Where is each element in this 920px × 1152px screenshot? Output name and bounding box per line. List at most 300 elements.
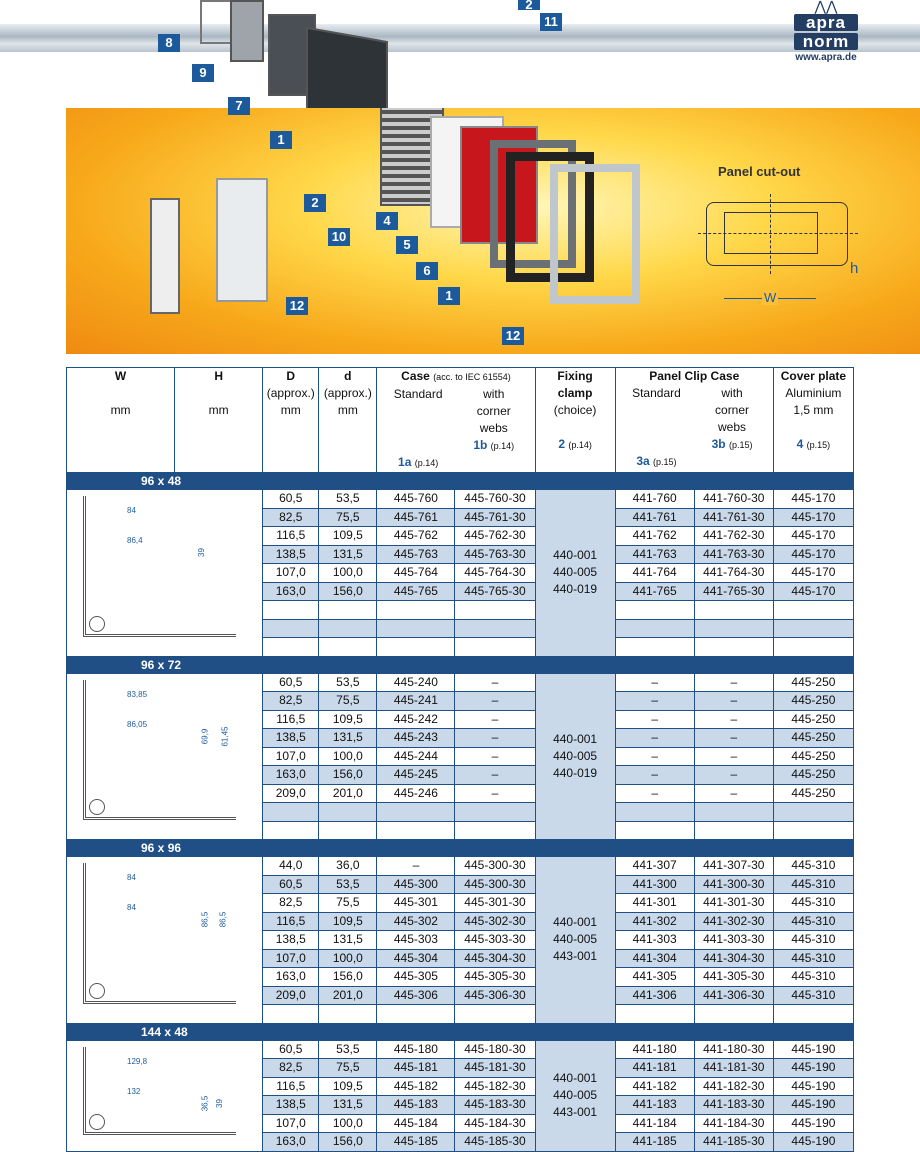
cell-clip-standard: 441-763 <box>615 545 694 564</box>
cell-clip-corner <box>694 601 773 620</box>
callout-1b: 1 <box>438 287 460 305</box>
cell-clip-corner: 441-182-30 <box>694 1077 773 1096</box>
cell-cover-plate: 445-190 <box>773 1133 853 1152</box>
table-header <box>67 368 854 473</box>
cell-case-standard: 445-241 <box>377 692 455 711</box>
dimension-label: 69,9 <box>200 728 210 744</box>
cell-D: 60,5 <box>263 1040 319 1059</box>
cell-case-corner: – <box>455 710 535 729</box>
cell-cover-plate: 445-310 <box>773 986 853 1005</box>
cell-clip-corner <box>694 619 773 638</box>
cell-d: 100,0 <box>319 747 377 766</box>
col-clamp: Fixing clamp (choice) 2 (p.14) <box>535 368 615 473</box>
cell-clip-corner: 441-763-30 <box>694 545 773 564</box>
cell-clip-corner: 441-764-30 <box>694 564 773 583</box>
callout-12a: 12 <box>286 297 308 315</box>
panel-cutout-title: Panel cut-out <box>718 164 801 179</box>
cell-case-standard: – <box>377 857 455 876</box>
corner-screw-icon <box>89 1114 105 1130</box>
cell-case-corner <box>455 601 535 620</box>
cell-case-corner: 445-181-30 <box>455 1059 535 1078</box>
cell-clip-standard: 441-300 <box>615 875 694 894</box>
cell-d: 109,5 <box>319 710 377 729</box>
cell-case-corner: 445-304-30 <box>455 949 535 968</box>
cell-d: 109,5 <box>319 1077 377 1096</box>
cell-cover-plate: 445-310 <box>773 968 853 987</box>
cell-d: 109,5 <box>319 912 377 931</box>
plate-9 <box>230 0 264 62</box>
cell-D: 82,5 <box>263 692 319 711</box>
cell-cover-plate: 445-190 <box>773 1077 853 1096</box>
section-title: 96 x 48 <box>67 473 854 490</box>
cell-D: 107,0 <box>263 949 319 968</box>
drawing-box <box>67 490 262 648</box>
dimension-label: 84 <box>127 873 136 882</box>
cell-D: 163,0 <box>263 582 319 601</box>
cell-clip-corner <box>694 803 773 822</box>
cell-case-standard <box>377 619 455 638</box>
cell-case-corner: – <box>455 692 535 711</box>
section-title: 96 x 72 <box>67 656 854 673</box>
cell-D <box>263 821 319 840</box>
dimension-drawing <box>67 490 263 657</box>
callout-10: 10 <box>328 228 350 246</box>
cell-cover-plate: 445-310 <box>773 857 853 876</box>
cell-clip-standard <box>615 638 694 657</box>
cell-clip-corner: 441-765-30 <box>694 582 773 601</box>
cell-d: 53,5 <box>319 1040 377 1059</box>
cell-case-corner: – <box>455 747 535 766</box>
cell-case-standard: 445-303 <box>377 931 455 950</box>
cell-cover-plate: 445-190 <box>773 1114 853 1133</box>
dimension-label: 61,45 <box>220 725 230 747</box>
cell-case-corner: 445-182-30 <box>455 1077 535 1096</box>
cell-d: 201,0 <box>319 784 377 803</box>
col-d: d (approx.) mm <box>319 368 377 473</box>
dimension-drawing <box>67 857 263 1024</box>
cell-case-standard: 445-246 <box>377 784 455 803</box>
cell-case-corner: 445-765-30 <box>455 582 535 601</box>
drawing-frame <box>83 1047 236 1135</box>
logo-top: apra <box>794 14 858 31</box>
section-header <box>67 656 854 673</box>
cell-d <box>319 638 377 657</box>
cell-cover-plate: 445-170 <box>773 490 853 509</box>
cell-case-standard <box>377 821 455 840</box>
cell-case-corner: 445-300-30 <box>455 875 535 894</box>
cell-clip-standard: – <box>615 673 694 692</box>
cell-case-corner: – <box>455 673 535 692</box>
cell-D: 44,0 <box>263 857 319 876</box>
clamp-cell: 440-001 440-005 443-001 <box>535 1040 615 1151</box>
col-w: W mm <box>67 368 175 473</box>
dimension-label: 36,5 <box>200 1095 210 1111</box>
callout-6: 6 <box>416 262 438 280</box>
cell-cover-plate: 445-310 <box>773 931 853 950</box>
cell-clip-standard: – <box>615 766 694 785</box>
cell-case-standard: 445-181 <box>377 1059 455 1078</box>
cell-cover-plate: 445-250 <box>773 692 853 711</box>
cell-case-corner: 445-760-30 <box>455 490 535 509</box>
cell-clip-corner: 441-304-30 <box>694 949 773 968</box>
corner-screw-icon <box>89 983 105 999</box>
cell-clip-corner: 441-307-30 <box>694 857 773 876</box>
cell-d: 156,0 <box>319 968 377 987</box>
cell-clip-corner: 441-302-30 <box>694 912 773 931</box>
cell-D <box>263 619 319 638</box>
cell-case-corner <box>455 619 535 638</box>
cell-clip-standard: 441-302 <box>615 912 694 931</box>
cell-case-standard: 445-242 <box>377 710 455 729</box>
dimension-label: 86,4 <box>127 536 143 545</box>
cell-clip-standard: 441-306 <box>615 986 694 1005</box>
cell-clip-corner: 441-761-30 <box>694 508 773 527</box>
cell-D: 60,5 <box>263 875 319 894</box>
clamp-cell: 440-001 440-005 443-001 <box>535 857 615 1024</box>
cell-D: 209,0 <box>263 986 319 1005</box>
cell-d: 156,0 <box>319 1133 377 1152</box>
cell-cover-plate: 445-310 <box>773 912 853 931</box>
cell-case-corner <box>455 1005 535 1024</box>
callout-4: 4 <box>376 212 398 230</box>
cell-d: 75,5 <box>319 1059 377 1078</box>
cell-D: 60,5 <box>263 673 319 692</box>
cell-case-corner: – <box>455 766 535 785</box>
cell-case-corner: 445-302-30 <box>455 912 535 931</box>
cell-case-standard: 445-301 <box>377 894 455 913</box>
col-case: Case (acc. to IEC 61554) Standard 1a (p.14) with corner webs 1b (p.14) <box>377 368 535 473</box>
cell-D: 116,5 <box>263 1077 319 1096</box>
drawing-frame <box>83 680 236 821</box>
cell-case-standard: 445-762 <box>377 527 455 546</box>
cell-clip-standard: 441-760 <box>615 490 694 509</box>
cell-clip-standard: 441-305 <box>615 968 694 987</box>
cell-case-standard: 445-184 <box>377 1114 455 1133</box>
dimension-label: 39 <box>214 1098 224 1108</box>
cell-cover-plate: 445-190 <box>773 1040 853 1059</box>
cell-d: 100,0 <box>319 1114 377 1133</box>
cell-d: 53,5 <box>319 875 377 894</box>
cell-clip-standard: 441-303 <box>615 931 694 950</box>
cell-cover-plate: 445-190 <box>773 1096 853 1115</box>
cell-case-standard: 445-183 <box>377 1096 455 1115</box>
cell-case-corner: 445-761-30 <box>455 508 535 527</box>
dimension-label: 84 <box>127 506 136 515</box>
cell-clip-standard <box>615 601 694 620</box>
cell-case-corner: 445-763-30 <box>455 545 535 564</box>
cell-clip-corner <box>694 821 773 840</box>
cell-case-corner: – <box>455 729 535 748</box>
cell-case-standard: 445-765 <box>377 582 455 601</box>
cell-case-standard: 445-304 <box>377 949 455 968</box>
hinged-door <box>216 178 268 302</box>
cell-clip-standard: 441-307 <box>615 857 694 876</box>
cell-D: 116,5 <box>263 527 319 546</box>
cell-D: 163,0 <box>263 1133 319 1152</box>
table-row <box>67 673 854 692</box>
cell-case-corner <box>455 638 535 657</box>
cell-clip-corner: 441-185-30 <box>694 1133 773 1152</box>
corner-screw-icon <box>89 799 105 815</box>
col-D: D (approx.) mm <box>263 368 319 473</box>
cell-D: 107,0 <box>263 747 319 766</box>
cell-clip-standard: 441-183 <box>615 1096 694 1115</box>
cell-cover-plate: 445-170 <box>773 545 853 564</box>
drawing-frame <box>83 863 236 1004</box>
table-row <box>67 490 854 509</box>
cell-case-corner: – <box>455 784 535 803</box>
cell-case-standard: 445-185 <box>377 1133 455 1152</box>
cell-clip-standard: 441-301 <box>615 894 694 913</box>
cell-case-corner: 445-764-30 <box>455 564 535 583</box>
cell-clip-standard: 441-180 <box>615 1040 694 1059</box>
cell-clip-corner: – <box>694 673 773 692</box>
cell-clip-corner: 441-300-30 <box>694 875 773 894</box>
product-table <box>66 367 854 1152</box>
cell-d: 75,5 <box>319 692 377 711</box>
table-row <box>67 1040 854 1059</box>
dimension-label: 129,8 <box>127 1056 148 1066</box>
cell-clip-standard: 441-764 <box>615 564 694 583</box>
cell-cover-plate <box>773 821 853 840</box>
section-title: 96 x 96 <box>67 840 854 857</box>
website-url: www.apra.de <box>795 52 857 63</box>
dimension-drawing <box>67 673 263 840</box>
table-body <box>67 473 854 1152</box>
corner-screw-icon <box>89 616 105 632</box>
cell-cover-plate: 445-170 <box>773 508 853 527</box>
cell-D <box>263 1005 319 1024</box>
lock-door <box>150 198 180 314</box>
cell-clip-corner: 441-181-30 <box>694 1059 773 1078</box>
cell-d: 53,5 <box>319 673 377 692</box>
cell-case-corner: 445-305-30 <box>455 968 535 987</box>
cell-case-standard: 445-244 <box>377 747 455 766</box>
col-clip: Panel Clip Case Standard 3a (p.15) with corner webs 3b (p.15) <box>615 368 773 473</box>
cell-cover-plate: 445-250 <box>773 766 853 785</box>
cell-cover-plate: 445-190 <box>773 1059 853 1078</box>
cell-case-standard: 445-763 <box>377 545 455 564</box>
cell-case-corner: 445-300-30 <box>455 857 535 876</box>
cell-clip-standard: – <box>615 784 694 803</box>
cell-clip-standard: 441-762 <box>615 527 694 546</box>
cell-clip-corner: 441-184-30 <box>694 1114 773 1133</box>
cell-clip-corner: 441-305-30 <box>694 968 773 987</box>
cell-clip-standard <box>615 821 694 840</box>
cell-clip-corner: 441-183-30 <box>694 1096 773 1115</box>
section-header <box>67 1023 854 1040</box>
cell-cover-plate: 445-170 <box>773 582 853 601</box>
cell-D <box>263 601 319 620</box>
cell-case-standard: 445-243 <box>377 729 455 748</box>
dimension-label: 86,5 <box>218 911 228 928</box>
cell-clip-standard: 441-182 <box>615 1077 694 1096</box>
cell-d: 100,0 <box>319 564 377 583</box>
cell-cover-plate: 445-310 <box>773 875 853 894</box>
dimension-label: 39 <box>196 548 206 557</box>
cell-cover-plate: 445-250 <box>773 673 853 692</box>
cell-clip-standard: 441-184 <box>615 1114 694 1133</box>
callout-12b: 12 <box>502 327 524 345</box>
cell-D: 163,0 <box>263 766 319 785</box>
cell-cover-plate: 445-250 <box>773 747 853 766</box>
cell-cover-plate <box>773 1005 853 1024</box>
cell-clip-corner: 441-180-30 <box>694 1040 773 1059</box>
logo-mark-icon: ⋀⋀ <box>814 0 838 14</box>
cell-d <box>319 821 377 840</box>
cell-D: 60,5 <box>263 490 319 509</box>
cell-case-standard: 445-764 <box>377 564 455 583</box>
cell-case-standard: 445-761 <box>377 508 455 527</box>
callout-7: 7 <box>228 97 250 115</box>
cell-cover-plate: 445-310 <box>773 894 853 913</box>
callout-2: 2 <box>304 194 326 212</box>
cell-d: 131,5 <box>319 1096 377 1115</box>
cell-d: 131,5 <box>319 931 377 950</box>
cell-clip-corner: 441-760-30 <box>694 490 773 509</box>
logo-bottom: norm <box>794 33 858 50</box>
cell-clip-corner: 441-301-30 <box>694 894 773 913</box>
dimension-label: 83,85 <box>127 689 148 699</box>
cell-D: 107,0 <box>263 564 319 583</box>
cutout-vline <box>770 194 771 274</box>
cell-case-standard <box>377 1005 455 1024</box>
cell-D: 82,5 <box>263 894 319 913</box>
callout-5: 5 <box>396 236 418 254</box>
section-header <box>67 473 854 490</box>
cell-clip-standard: – <box>615 747 694 766</box>
cutout-hline <box>698 233 858 234</box>
cell-D: 209,0 <box>263 784 319 803</box>
callout-8: 8 <box>158 34 180 52</box>
cell-cover-plate <box>773 638 853 657</box>
cell-clip-standard <box>615 1005 694 1024</box>
cell-D: 82,5 <box>263 508 319 527</box>
cell-clip-corner: – <box>694 784 773 803</box>
cell-d <box>319 803 377 822</box>
drawing-box <box>67 674 262 832</box>
cell-case-standard: 445-240 <box>377 673 455 692</box>
dimension-label: 84 <box>127 903 136 912</box>
col-cover: Cover plate Aluminium 1,5 mm 4 (p.15) <box>773 368 853 473</box>
cell-cover-plate <box>773 803 853 822</box>
drawing-box <box>67 1041 262 1146</box>
cell-d: 53,5 <box>319 490 377 509</box>
cell-case-corner: 445-762-30 <box>455 527 535 546</box>
cell-case-corner: 445-180-30 <box>455 1040 535 1059</box>
cell-d <box>319 619 377 638</box>
callout-2-top: 2 <box>518 0 540 10</box>
cell-case-corner: 445-301-30 <box>455 894 535 913</box>
cell-cover-plate: 445-170 <box>773 527 853 546</box>
cell-d: 36,0 <box>319 857 377 876</box>
cell-case-standard: 445-760 <box>377 490 455 509</box>
cell-D <box>263 803 319 822</box>
panel-cutout <box>698 164 868 314</box>
plate-8 <box>200 0 234 44</box>
dimension-label: 86,05 <box>127 719 148 729</box>
cell-clip-corner: 441-303-30 <box>694 931 773 950</box>
clear-frame <box>550 164 640 304</box>
cell-case-standard: 445-300 <box>377 875 455 894</box>
cell-clip-corner <box>694 638 773 657</box>
cell-case-corner: 445-185-30 <box>455 1133 535 1152</box>
cell-case-standard: 445-305 <box>377 968 455 987</box>
cell-clip-corner: – <box>694 710 773 729</box>
cell-D: 82,5 <box>263 1059 319 1078</box>
cell-d <box>319 601 377 620</box>
cell-D <box>263 638 319 657</box>
cell-case-corner: 445-184-30 <box>455 1114 535 1133</box>
cell-cover-plate: 445-170 <box>773 564 853 583</box>
cell-D: 116,5 <box>263 710 319 729</box>
cell-clip-standard: – <box>615 710 694 729</box>
cell-cover-plate: 445-310 <box>773 949 853 968</box>
cell-case-standard: 445-245 <box>377 766 455 785</box>
cell-cover-plate: 445-250 <box>773 784 853 803</box>
cell-D: 116,5 <box>263 912 319 931</box>
cell-d: 75,5 <box>319 894 377 913</box>
cell-case-standard: 445-182 <box>377 1077 455 1096</box>
cell-clip-standard: 441-761 <box>615 508 694 527</box>
cell-clip-standard: – <box>615 692 694 711</box>
dimension-label: 86,5 <box>200 911 210 928</box>
cell-case-standard: 445-180 <box>377 1040 455 1059</box>
cell-d: 201,0 <box>319 986 377 1005</box>
cell-clip-standard: – <box>615 729 694 748</box>
cell-case-corner: 445-303-30 <box>455 931 535 950</box>
cell-clip-standard: 441-181 <box>615 1059 694 1078</box>
dimension-drawing <box>67 1040 263 1151</box>
callout-1: 1 <box>270 131 292 149</box>
cell-cover-plate <box>773 601 853 620</box>
cell-d: 75,5 <box>319 508 377 527</box>
cell-clip-corner: 441-762-30 <box>694 527 773 546</box>
table-row <box>67 857 854 876</box>
cell-cover-plate: 445-250 <box>773 729 853 748</box>
cell-cover-plate <box>773 619 853 638</box>
cell-case-standard <box>377 601 455 620</box>
cell-D: 138,5 <box>263 931 319 950</box>
cell-d <box>319 1005 377 1024</box>
cell-D: 138,5 <box>263 1096 319 1115</box>
cell-clip-corner: – <box>694 729 773 748</box>
section-title: 144 x 48 <box>67 1023 854 1040</box>
cell-case-corner <box>455 803 535 822</box>
cell-cover-plate: 445-250 <box>773 710 853 729</box>
cell-case-standard <box>377 638 455 657</box>
cell-d: 100,0 <box>319 949 377 968</box>
cell-d: 109,5 <box>319 527 377 546</box>
cell-D: 138,5 <box>263 545 319 564</box>
col-h: H mm <box>175 368 263 473</box>
cell-clip-standard <box>615 803 694 822</box>
cell-case-corner <box>455 821 535 840</box>
cell-clip-standard: 441-185 <box>615 1133 694 1152</box>
cell-clip-standard <box>615 619 694 638</box>
cell-D: 163,0 <box>263 968 319 987</box>
cell-clip-corner <box>694 1005 773 1024</box>
cell-D: 107,0 <box>263 1114 319 1133</box>
cell-d: 156,0 <box>319 766 377 785</box>
cell-clip-standard: 441-304 <box>615 949 694 968</box>
cutout-w-label: W <box>764 290 777 305</box>
clamp-cell: 440-001 440-005 440-019 <box>535 490 615 657</box>
cell-d: 131,5 <box>319 729 377 748</box>
callout-11: 11 <box>540 13 562 31</box>
cell-clip-standard: 441-765 <box>615 582 694 601</box>
cell-d: 156,0 <box>319 582 377 601</box>
